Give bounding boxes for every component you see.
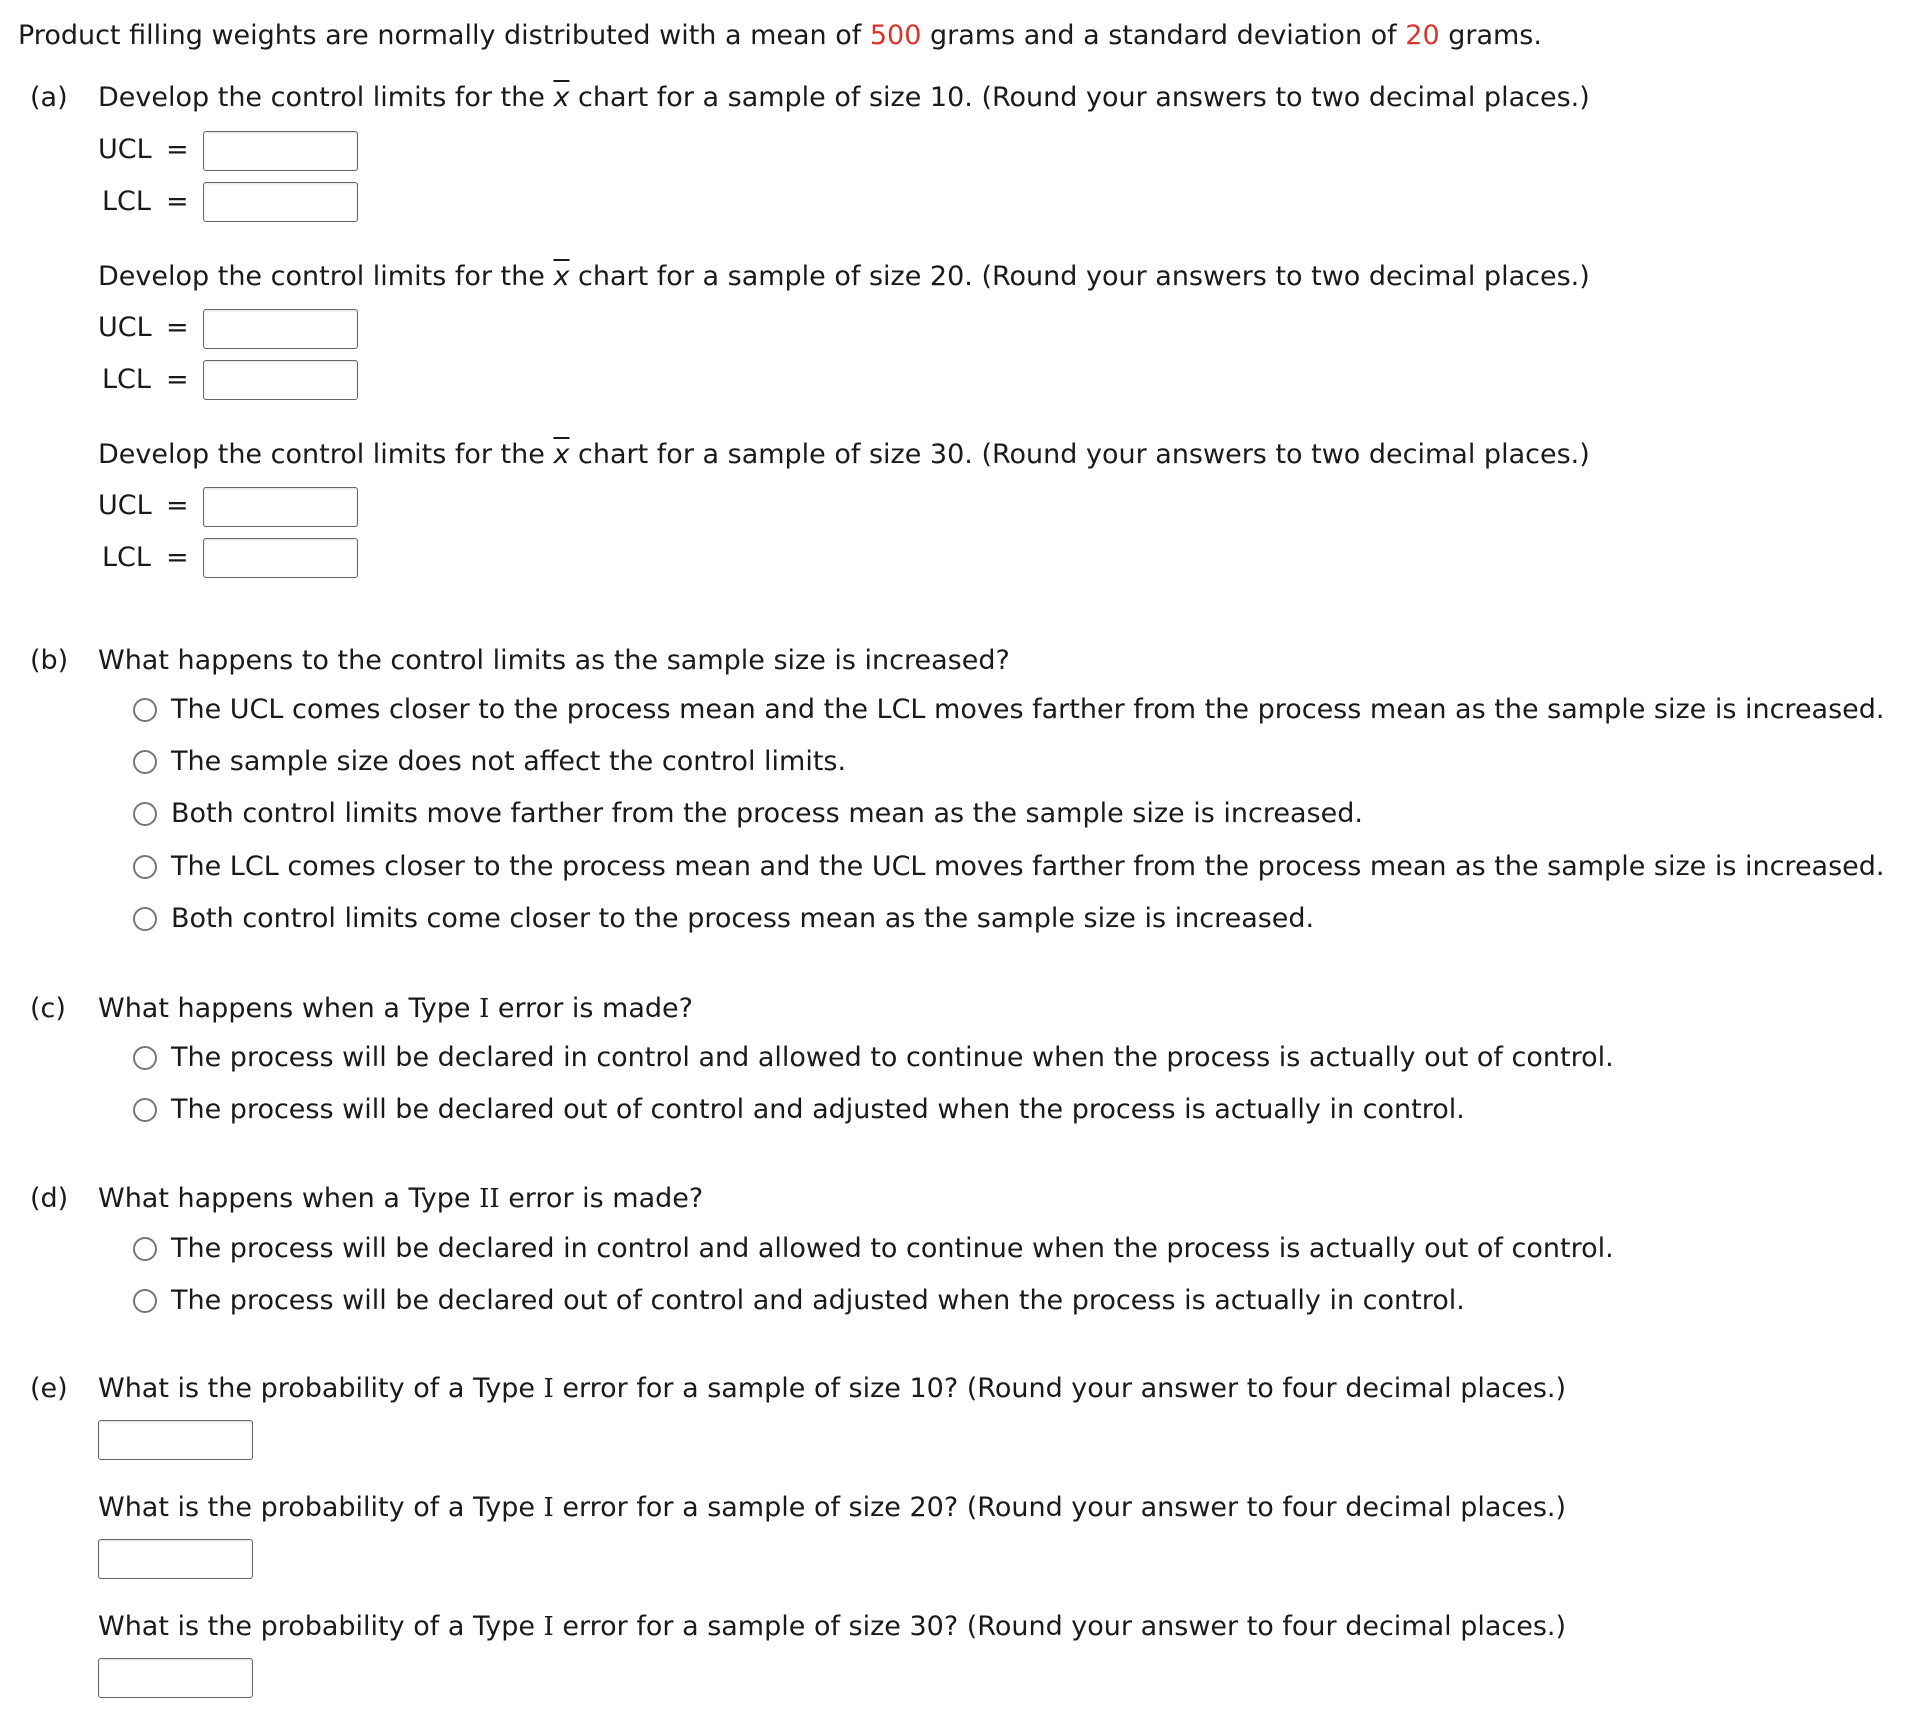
lcl-input-n30[interactable] — [203, 538, 358, 578]
xbar-symbol: $\overline{x}$ — [553, 261, 570, 292]
part-b-question: What happens to the control limits as the sample size is increased? — [98, 645, 1010, 676]
type-numeral: I — [543, 1374, 554, 1404]
part-a-question-20 — [98, 260, 1590, 294]
lcl-input-n20[interactable] — [203, 360, 358, 400]
radio-button[interactable] — [133, 802, 157, 826]
radio-button[interactable] — [133, 1046, 157, 1070]
equals-sign: = — [166, 312, 189, 343]
sd-value: 20 — [1405, 20, 1440, 51]
option-text[interactable]: The LCL comes closer to the process mean and the UCL moves farther from the process mean as the sample size is increased. — [171, 851, 1885, 882]
question-prefix: What is the probability of a Type — [98, 1373, 544, 1404]
question-prefix: Develop the control limits for the — [98, 439, 554, 470]
equals-sign: = — [166, 364, 189, 395]
option-text[interactable]: Both control limits come closer to the process mean as the sample size is increased. — [171, 903, 1315, 934]
part-a-label: (a) — [30, 82, 68, 113]
lcl-label: LCL — [102, 542, 151, 573]
part-e-label: (e) — [30, 1373, 68, 1404]
question-suffix: error is made? — [489, 993, 693, 1024]
intro-mid: grams and a standard deviation of — [921, 20, 1406, 51]
ucl-input-n10[interactable] — [203, 131, 358, 171]
probability-input-n30[interactable] — [98, 1658, 253, 1698]
mean-value: 500 — [869, 20, 922, 51]
xbar-symbol: $\overline{x}$ — [553, 82, 570, 113]
option-text[interactable]: The process will be declared out of control and adjusted when the process is actually in control. — [171, 1094, 1465, 1125]
part-d-question — [98, 1182, 703, 1216]
part-b-label: (b) — [30, 645, 69, 676]
question-prefix: What is the probability of a Type — [98, 1492, 544, 1523]
intro-text — [18, 19, 1542, 53]
question-suffix: chart for a sample of size 10. (Round your answers to two decimal places.) — [569, 82, 1590, 113]
type-numeral: I — [543, 1493, 554, 1523]
probability-input-n10[interactable] — [98, 1420, 253, 1460]
question-suffix: chart for a sample of size 30. (Round your answers to two decimal places.) — [569, 439, 1590, 470]
type-numeral: II — [479, 1184, 500, 1214]
part-a-question-10 — [98, 81, 1590, 115]
xbar-symbol: $\overline{x}$ — [553, 439, 570, 470]
question-prefix: What happens when a Type — [98, 993, 480, 1024]
equals-sign: = — [166, 542, 189, 573]
type-numeral: I — [479, 994, 490, 1024]
radio-button[interactable] — [133, 1098, 157, 1122]
question-prefix: Develop the control limits for the — [98, 261, 554, 292]
part-c-label: (c) — [30, 993, 66, 1024]
radio-button[interactable] — [133, 907, 157, 931]
lcl-label: LCL — [102, 186, 151, 217]
question-suffix: error for a sample of size 10? (Round your answer to four decimal places.) — [553, 1373, 1567, 1404]
lcl-input-n10[interactable] — [203, 182, 358, 222]
question-suffix: error for a sample of size 30? (Round your answer to four decimal places.) — [553, 1611, 1567, 1642]
radio-button[interactable] — [133, 1289, 157, 1313]
ucl-input-n30[interactable] — [203, 487, 358, 527]
probability-input-n20[interactable] — [98, 1539, 253, 1579]
option-text[interactable]: Both control limits move farther from the process mean as the sample size is increased. — [171, 798, 1363, 829]
question-suffix: error is made? — [499, 1183, 704, 1214]
option-text[interactable]: The sample size does not affect the control limits. — [171, 746, 847, 777]
part-c-question — [98, 992, 693, 1026]
option-text[interactable]: The process will be declared in control and allowed to continue when the process is actually out of control. — [171, 1233, 1614, 1264]
lcl-label: LCL — [102, 364, 151, 395]
ucl-label: UCL — [98, 490, 152, 521]
intro-prefix: Product filling weights are normally distributed with a mean of — [18, 20, 870, 51]
type-numeral: I — [543, 1612, 554, 1642]
part-e-question-20 — [98, 1491, 1566, 1525]
part-d-label: (d) — [30, 1183, 69, 1214]
option-text[interactable]: The process will be declared out of control and adjusted when the process is actually in control. — [171, 1285, 1465, 1316]
option-text[interactable]: The process will be declared in control and allowed to continue when the process is actually out of control. — [171, 1042, 1614, 1073]
equals-sign: = — [166, 134, 189, 165]
ucl-input-n20[interactable] — [203, 309, 358, 349]
radio-button[interactable] — [133, 750, 157, 774]
ucl-label: UCL — [98, 134, 152, 165]
part-e-question-30 — [98, 1610, 1566, 1644]
radio-button[interactable] — [133, 1237, 157, 1261]
equals-sign: = — [166, 490, 189, 521]
ucl-label: UCL — [98, 312, 152, 343]
intro-suffix: grams. — [1439, 20, 1542, 51]
option-text[interactable]: The UCL comes closer to the process mean and the LCL moves farther from the process mean as the sample size is increased. — [171, 694, 1885, 725]
question-prefix: What happens when a Type — [98, 1183, 480, 1214]
equals-sign: = — [166, 186, 189, 217]
question-suffix: chart for a sample of size 20. (Round your answers to two decimal places.) — [569, 261, 1590, 292]
question-suffix: error for a sample of size 20? (Round your answer to four decimal places.) — [553, 1492, 1567, 1523]
radio-button[interactable] — [133, 855, 157, 879]
part-a-question-30 — [98, 438, 1590, 472]
radio-button[interactable] — [133, 698, 157, 722]
question-prefix: What is the probability of a Type — [98, 1611, 544, 1642]
part-e-question-10 — [98, 1372, 1566, 1406]
question-prefix: Develop the control limits for the — [98, 82, 554, 113]
